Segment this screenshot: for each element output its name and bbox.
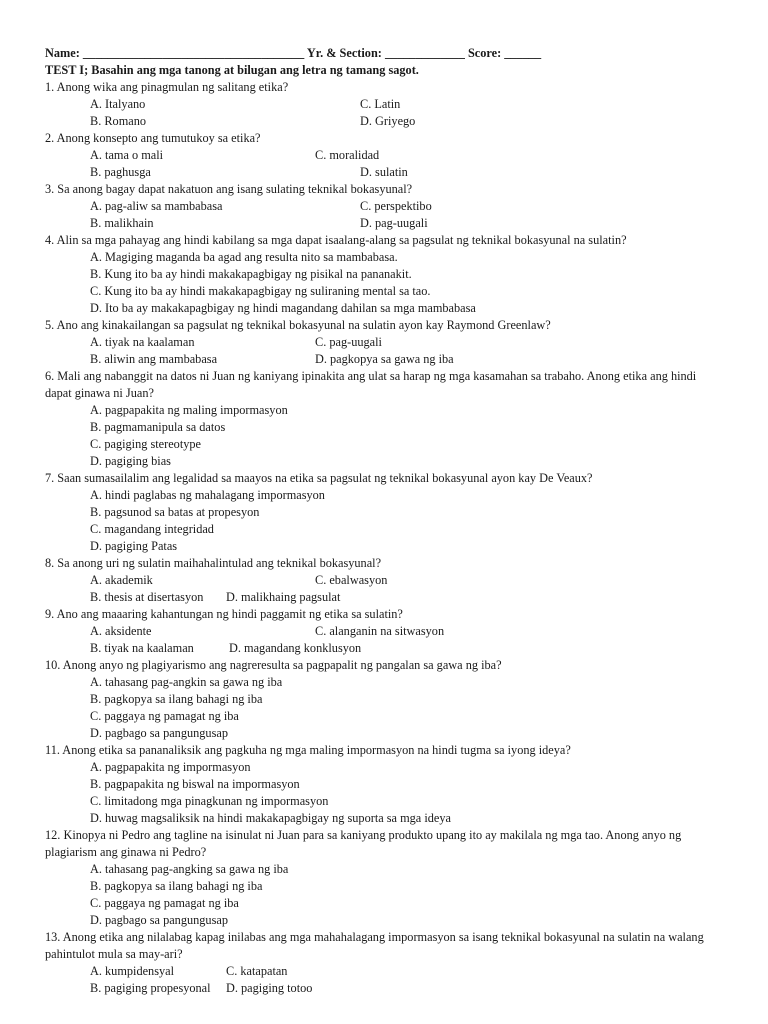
option-b[interactable]: B. pagpapakita ng biswal na impormasyon [90, 777, 300, 791]
option-d[interactable]: D. pagbago sa pangungusap [90, 726, 228, 740]
question-9: 9. Ano ang maaaring kahantungan ng hindi paggamit ng etika sa sulatin? [45, 607, 403, 621]
question-13-cont: pahintulot mula sa may-ari? [45, 947, 183, 961]
option-d[interactable]: D. pagiging bias [90, 454, 171, 468]
option-d[interactable]: D. Griyego [360, 114, 416, 128]
option-d[interactable]: D. huwag magsaliksik na hindi makakapagbigay ng suporta sa mga ideya [90, 811, 451, 825]
question-8: 8. Sa anong uri ng sulatin maihahalintulad ang teknikal bokasyunal? [45, 556, 382, 570]
option-b[interactable]: B. pagmamanipula sa datos [90, 420, 226, 434]
option-c[interactable]: C. Kung ito ba ay hindi makakapagbigay ng suliraning mental sa tao. [90, 284, 431, 298]
option-a[interactable]: A. akademik [90, 573, 153, 587]
question-6: 6. Mali ang nabanggit na datos ni Juan ng kaniyang ipinakita ang ulat sa harap ng mga kasamahan sa trabaho. Anong etika ang hindi [45, 369, 697, 383]
option-a[interactable]: A. tama o mali [90, 148, 164, 162]
question-11: 11. Anong etika sa pananaliksik ang pagkuha ng mga maling impormasyon na hindi tugma sa iyong ideya? [45, 743, 571, 757]
option-c[interactable]: C. moralidad [315, 148, 380, 162]
option-c[interactable]: C. pagiging stereotype [90, 437, 201, 451]
options-row [45, 589, 725, 606]
option-a[interactable]: A. tiyak na kaalaman [90, 335, 195, 349]
option-b[interactable]: B. tiyak na kaalaman [90, 641, 194, 655]
option-d[interactable]: D. pagkopya sa gawa ng iba [315, 352, 454, 366]
option-d[interactable]: D. pagbago sa pangungusap [90, 913, 228, 927]
header-line: Name: ____________________________________ Yr. & Section: _____________ Score: ______ [45, 46, 542, 60]
option-c[interactable]: C. perspektibo [360, 199, 432, 213]
question-1: 1. Anong wika ang pinagmulan ng salitang etika? [45, 80, 289, 94]
option-c[interactable]: C. alanganin na sitwasyon [315, 624, 445, 638]
option-b[interactable]: B. pagkopya sa ilang bahagi ng iba [90, 692, 263, 706]
question-12: 12. Kinopya ni Pedro ang tagline na isinulat ni Juan para sa kaniyang produkto upang ito ay makilala ng mga tao. Anong anyo ng [45, 828, 682, 842]
option-c[interactable]: C. pag-uugali [315, 335, 382, 349]
option-b[interactable]: B. paghusga [90, 165, 151, 179]
options-row [45, 113, 725, 130]
question-2: 2. Anong konsepto ang tumutukoy sa etika? [45, 131, 261, 145]
option-b[interactable]: B. aliwin ang mambabasa [90, 352, 218, 366]
question-7: 7. Saan sumasailalim ang legalidad sa maayos na etika sa pagsulat ng teknikal bokasyunal ayon kay De Veaux? [45, 471, 593, 485]
option-c[interactable]: C. paggaya ng pamagat ng iba [90, 709, 239, 723]
option-b[interactable]: B. pagsunod sa batas at propesyon [90, 505, 260, 519]
options-row [45, 351, 725, 368]
option-a[interactable]: A. tahasang pag-angkin sa gawa ng iba [90, 675, 283, 689]
question-12-cont: plagiarism ang ginawa ni Pedro? [45, 845, 207, 859]
option-a[interactable]: A. pag-aliw sa mambabasa [90, 199, 223, 213]
option-c[interactable]: C. magandang integridad [90, 522, 214, 536]
options-row [45, 215, 725, 232]
question-10: 10. Anong anyo ng plagiyarismo ang nagreresulta sa pagpapalit ng pangalan sa gawa ng iba? [45, 658, 502, 672]
option-c[interactable]: C. paggaya ng pamagat ng iba [90, 896, 239, 910]
option-d[interactable]: D. sulatin [360, 165, 408, 179]
option-d[interactable]: D. malikhaing pagsulat [226, 590, 341, 604]
option-b[interactable]: B. malikhain [90, 216, 154, 230]
options-row [45, 640, 725, 657]
option-b[interactable]: B. Romano [90, 114, 147, 128]
option-d[interactable]: D. Ito ba ay makakapagbigay ng hindi magandang dahilan sa mga mambabasa [90, 301, 476, 315]
test-instruction: TEST I; Basahin ang mga tanong at bilugan ang letra ng tamang sagot. [45, 63, 419, 77]
option-a[interactable]: A. Magiging maganda ba agad ang resulta nito sa mambabasa. [90, 250, 398, 264]
options-row [45, 963, 725, 980]
question-3: 3. Sa anong bagay dapat nakatuon ang isang sulating teknikal bokasyunal? [45, 182, 413, 196]
option-c[interactable]: C. Latin [360, 97, 401, 111]
option-c[interactable]: C. limitadong mga pinagkunan ng impormasyon [90, 794, 329, 808]
options-row [45, 198, 725, 215]
option-d[interactable]: D. pag-uugali [360, 216, 428, 230]
option-a[interactable]: A. hindi paglabas ng mahalagang impormasyon [90, 488, 325, 502]
option-a[interactable]: A. aksidente [90, 624, 152, 638]
option-d[interactable]: D. pagiging Patas [90, 539, 178, 553]
option-d[interactable]: D. pagiging totoo [226, 981, 313, 995]
option-b[interactable]: B. pagiging propesyonal [90, 981, 211, 995]
option-c[interactable]: C. ebalwasyon [315, 573, 388, 587]
option-c[interactable]: C. katapatan [226, 964, 288, 978]
option-a[interactable]: A. pagpapakita ng maling impormasyon [90, 403, 288, 417]
options-row [45, 147, 725, 164]
option-b[interactable]: B. thesis at disertasyon [90, 590, 204, 604]
options-row [45, 96, 725, 113]
question-4: 4. Alin sa mga pahayag ang hindi kabilang sa mga dapat isaalang-alang sa pagsulat ng teknikal bokasyunal na sulatin? [45, 233, 627, 247]
option-d[interactable]: D. magandang konklusyon [229, 641, 362, 655]
options-row [45, 572, 725, 589]
option-b[interactable]: B. Kung ito ba ay hindi makakapagbigay ng pisikal na pananakit. [90, 267, 412, 281]
options-row [45, 623, 725, 640]
option-a[interactable]: A. Italyano [90, 97, 146, 111]
test-page [45, 45, 725, 997]
question-13: 13. Anong etika ang nilalabag kapag inilabas ang mga mahahalagang impormasyon sa isang teknikal bokasyunal na sulatin na walang [45, 930, 704, 944]
options-row [45, 164, 725, 181]
options-row [45, 334, 725, 351]
question-5: 5. Ano ang kinakailangan sa pagsulat ng teknikal bokasyunal na sulatin ayon kay Raymond Greenlaw? [45, 318, 551, 332]
options-row [45, 980, 725, 997]
option-a[interactable]: A. pagpapakita ng impormasyon [90, 760, 251, 774]
option-a[interactable]: A. tahasang pag-angking sa gawa ng iba [90, 862, 289, 876]
question-6-cont: dapat ginawa ni Juan? [45, 386, 154, 400]
option-b[interactable]: B. pagkopya sa ilang bahagi ng iba [90, 879, 263, 893]
option-a[interactable]: A. kumpidensyal [90, 964, 175, 978]
